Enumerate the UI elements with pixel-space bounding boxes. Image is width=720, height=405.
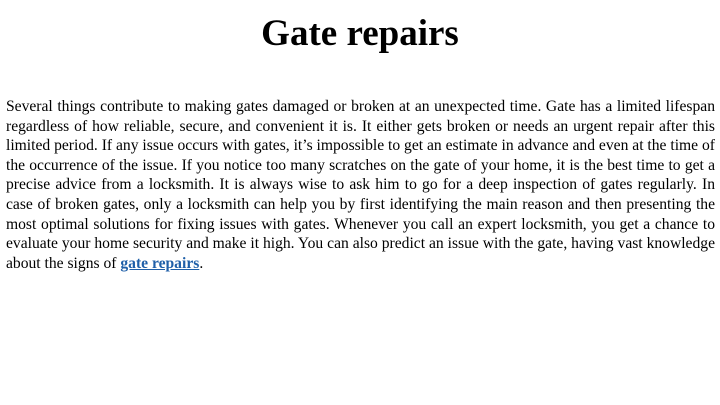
paragraph-end: . <box>199 254 204 272</box>
paragraph-text: Several things contribute to making gates damaged or broken at an unexpected time. Gate has a limited lifespan regardless of how reliable, secure, and convenient it is. It either gets broken or needs an urgent repair after this limited period. If any issue occurs with gates, it’s impossible to get an estimate in advance and even at the time of the occurrence of the issue. If you notice too many scratches on the gate of your home, it is the best time to get a precise advice from a locksmith. It is always wise to ask him to go for a deep inspection of gates regularly. In case of broken gates, only a locksmith can help you by first identifying the main reason and then presenting the most optimal solutions for fixing issues with gates. Whenever you call an expert locksmith, you get a chance to evaluate your home security and make it high. You can also predict an issue with the gate, having vast knowledge about the signs of <box>6 98 715 272</box>
body-paragraph <box>6 97 715 273</box>
page-title: Gate repairs <box>261 13 459 54</box>
gate-repairs-link[interactable]: gate repairs <box>120 254 200 272</box>
